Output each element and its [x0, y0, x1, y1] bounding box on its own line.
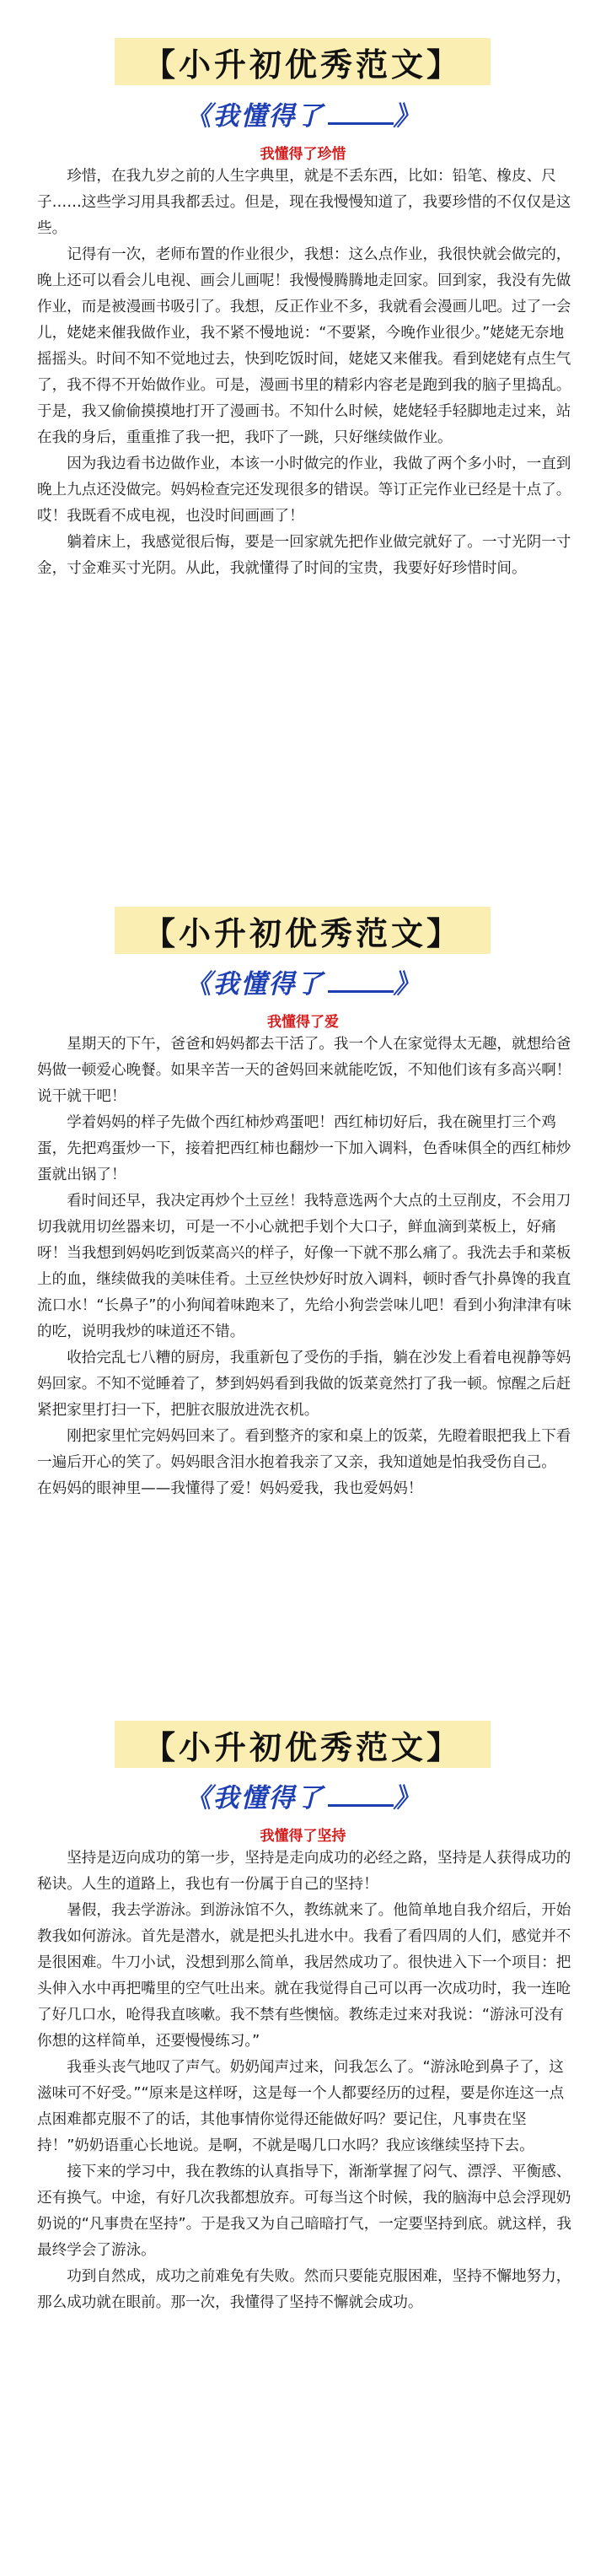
- section-subtitle: [0, 962, 606, 1000]
- paragraph: 坚持是迈向成功的第一步，坚持是走向成功的必经之路，坚持是人获得成功的秘诀。人生的道路上，我也有一份属于自己的坚持！: [37, 1850, 571, 1893]
- paragraph: 因为我边看书边做作业，本该一小时做完的作业，我做了两个多小时，一直到晚上九点还没做完。妈妈检查完还发现很多的错误。等订正完作业已经是十点了。哎！我既看不成电视，也没时间画画了！: [37, 455, 571, 525]
- essay-title: 我懂得了珍惜: [260, 146, 346, 163]
- essay-body: [37, 1846, 575, 2316]
- paragraph: 珍惜，在我九岁之前的人生字典里，就是不丢东西，比如：铅笔、橡皮、尺子……这些学习用具我都丢过。但是，现在我慢慢知道了，我要珍惜的不仅仅是这些。: [37, 168, 571, 237]
- section-banner: 【小升初优秀范文】: [115, 38, 491, 85]
- subtitle-blank: [328, 972, 394, 993]
- subtitle-close: 》: [393, 969, 421, 1000]
- section-banner: 【小升初优秀范文】: [115, 1721, 491, 1768]
- paragraph: 收拾完乱七八糟的厨房，我重新包了受伤的手指，躺在沙发上看着电视静等妈妈回家。不知不觉睡着了，梦到妈妈看到我做的饭菜竟然打了我一顿。惊醒之后赶紧把家里打扫一下，把脏衣服放进洗衣机。: [37, 1350, 571, 1419]
- essay-title: 我懂得了坚持: [260, 1828, 346, 1845]
- paragraph: 接下来的学习中，我在教练的认真指导下，渐渐掌握了闷气、漂浮、平衡感、还有换气。中途，有好几次我都想放弃。可每当这个时候，我的脑海中总会浮现奶奶说的“凡事贵在坚持”。于是我又为自己暗暗打气，一定要坚持到底。就这样，我最终学会了游泳。: [37, 2164, 572, 2259]
- subtitle-close: 》: [393, 101, 421, 132]
- paragraph: 星期天的下午，爸爸和妈妈都去干活了。我一个人在家觉得太无趣，就想给爸妈做一顿爱心晚餐。如果辛苦一天的爸妈回来就能吃饭，不知他们该有多高兴啊！说干就干吧！: [37, 1036, 571, 1105]
- section-subtitle: [0, 94, 606, 132]
- paragraph: 躺着床上，我感觉很后悔，要是一回家就先把作业做完就好了。一寸光阴一寸金，寸金难买寸光阴。从此，我就懂得了时间的宝贵，我要好好珍惜时间。: [37, 534, 571, 577]
- subtitle-text: 《我懂得了: [185, 1783, 324, 1813]
- subtitle-text: 《我懂得了: [185, 969, 324, 1000]
- section-banner: 【小升初优秀范文】: [115, 907, 491, 954]
- subtitle-blank: [328, 104, 394, 125]
- paragraph: 看时间还早，我决定再炒个土豆丝！我特意选两个大点的土豆削皮，不会用刀切我就用切丝器来切，可是一不小心就把手划个大口子，鲜血滴到菜板上，好痛呀！当我想到妈妈吃到饭菜高兴的样子，好像一下就不那么痛了。我洗去手和菜板上的血，继续做我的美味佳肴。土豆丝快炒好时放入调料，顿时香气扑鼻馋的我直流口水！“长鼻子”的小狗闻着味跑来了，先给小狗尝尝味儿吧！看到小狗津津有味的吃，说明我炒的味道还不错。: [37, 1193, 572, 1340]
- closing-line: 在妈妈的眼神里——我懂得了爱！妈妈爱我，我也爱妈妈！: [37, 1480, 423, 1497]
- essay-body: [37, 1032, 575, 1502]
- subtitle-close: 》: [393, 1783, 421, 1813]
- essay-title: 我懂得了爱: [267, 1014, 339, 1031]
- paragraph: 记得有一次，老师布置的作业很少，我想：这么点作业，我很快就会做完的，晚上还可以看会儿电视、画会儿画呢！我慢慢腾腾地走回家。回到家，我没有先做作业，而是被漫画书吸引了。我想，反正作业不多，我就看会漫画儿吧。过了一会儿，姥姥来催我做作业，我不紧不慢地说：“不要紧，今晚作业很少。”姥姥无奈地摇摇头。时间不知不觉地过去，快到吃饭时间，姥姥又来催我。看到姥姥有点生气了，我不得不开始做作业。可是，漫画书里的精彩内容老是跑到我的脑子里捣乱。于是，我又偷偷摸摸地打开了漫画书。不知什么时候，姥姥轻手轻脚地走过来，站在我的身后，重重推了我一把，我吓了一跳，只好继续做作业。: [37, 246, 571, 446]
- subtitle-blank: [328, 1786, 394, 1807]
- subtitle-text: 《我懂得了: [185, 101, 324, 132]
- paragraph: 刚把家里忙完妈妈回来了。看到整齐的家和桌上的饭菜，先瞪着眼把我上下看一遍后开心的笑了。妈妈眼含泪水抱着我亲了又亲，我知道她是怕我受伤自己。: [37, 1428, 571, 1471]
- paragraph: 我垂头丧气地叹了声气。奶奶闻声过来，问我怎么了。“游泳呛到鼻子了，这滋味可不好受。”“原来是这样呀，这是每一个人都要经历的过程，要是你连这一点点困难都克服不了的话，其他事情你觉得还能做好吗？要记住，凡事贵在坚持！”奶奶语重心长地说。是啊，不就是喝几口水吗？我应该继续坚持下去。: [37, 2059, 565, 2154]
- paragraph: 功到自然成，成功之前难免有失败。然而只要能克服困难，坚持不懈地努力，那么成功就在眼前。那一次，我懂得了坚持不懈就会成功。: [37, 2268, 571, 2311]
- paragraph: 学着妈妈的样子先做个西红柿炒鸡蛋吧！西红柿切好后，我在碗里打三个鸡蛋，先把鸡蛋炒一下，接着把西红柿也翻炒一下加入调料，色香味俱全的西红柿炒蛋就出锅了！: [37, 1114, 571, 1183]
- section-subtitle: [0, 1776, 606, 1814]
- essay-body: [37, 164, 575, 582]
- paragraph: 暑假，我去学游泳。到游泳馆不久，教练就来了。他简单地自我介绍后，开始教我如何游泳。首先是潜水，就是把头扎进水中。我看了看四周的人们，感觉并不是很困难。牛刀小试，没想到那么简单，我居然成功了。很快进入下一个项目：把头伸入水中再把嘴里的空气吐出来。就在我觉得自己可以再一次成功时，我一连呛了好几口水，呛得我直咳嗽。我不禁有些懊恼。教练走过来对我说：“游泳可没有你想的这样简单，还要慢慢练习。”: [37, 1902, 571, 2050]
